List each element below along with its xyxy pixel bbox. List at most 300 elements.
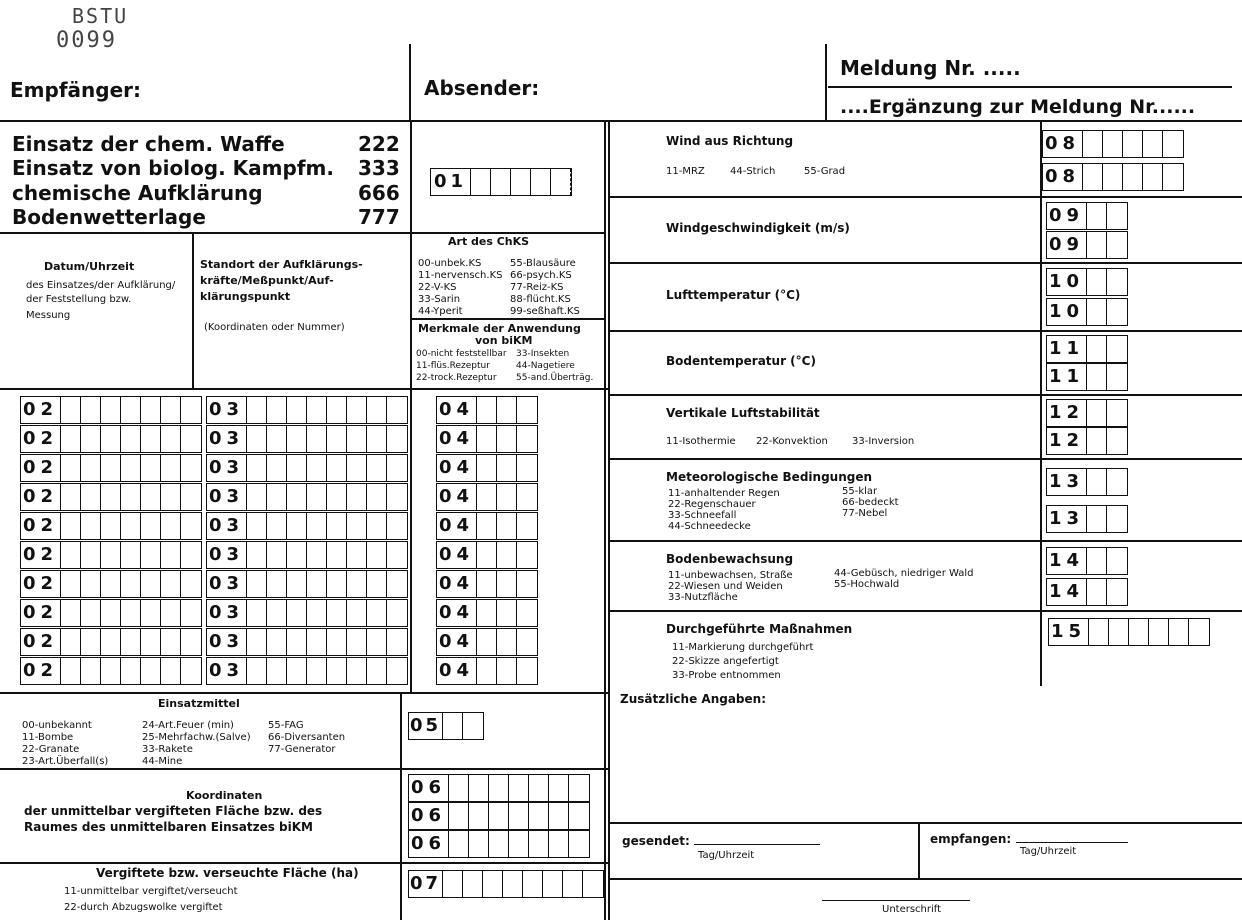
empty-cell[interactable] xyxy=(489,831,509,857)
empty-cell[interactable] xyxy=(141,513,161,539)
empty-cell[interactable] xyxy=(347,397,367,423)
datum-row-field[interactable] xyxy=(20,657,202,685)
empty-cell[interactable] xyxy=(81,658,101,684)
empty-cell[interactable] xyxy=(247,542,267,568)
weather-field[interactable] xyxy=(1042,163,1184,191)
empty-cell[interactable] xyxy=(1123,131,1143,157)
empty-cell[interactable] xyxy=(121,542,141,568)
empty-cell[interactable] xyxy=(267,513,287,539)
datum-row-field[interactable] xyxy=(20,599,202,627)
empty-cell[interactable] xyxy=(1083,164,1103,190)
empty-cell[interactable] xyxy=(449,803,469,829)
empty-cell[interactable] xyxy=(1107,428,1127,454)
empty-cell[interactable] xyxy=(367,484,387,510)
chks-row-field[interactable] xyxy=(436,599,538,627)
empty-cell[interactable] xyxy=(247,513,267,539)
empty-cell[interactable] xyxy=(489,803,509,829)
empty-cell[interactable] xyxy=(307,397,327,423)
empty-cell[interactable] xyxy=(1107,506,1127,532)
empty-cell[interactable] xyxy=(477,455,497,481)
empty-cell[interactable] xyxy=(267,600,287,626)
empty-cell[interactable] xyxy=(101,513,121,539)
empty-cell[interactable] xyxy=(287,629,307,655)
empty-cell[interactable] xyxy=(569,775,589,801)
empty-cell[interactable] xyxy=(1107,269,1127,295)
empty-cell[interactable] xyxy=(267,542,287,568)
chks-row-field[interactable] xyxy=(436,454,538,482)
chks-row-field[interactable] xyxy=(436,512,538,540)
empty-cell[interactable] xyxy=(307,600,327,626)
empty-cell[interactable] xyxy=(101,600,121,626)
empty-cell[interactable] xyxy=(569,803,589,829)
empty-cell[interactable] xyxy=(327,600,347,626)
empty-cell[interactable] xyxy=(61,629,81,655)
empty-cell[interactable] xyxy=(1087,364,1107,390)
empty-cell[interactable] xyxy=(101,397,121,423)
empty-cell[interactable] xyxy=(1087,269,1107,295)
empty-cell[interactable] xyxy=(477,658,497,684)
empty-cell[interactable] xyxy=(267,629,287,655)
empty-cell[interactable] xyxy=(347,426,367,452)
empty-cell[interactable] xyxy=(477,513,497,539)
empty-cell[interactable] xyxy=(161,629,181,655)
empty-cell[interactable] xyxy=(509,831,529,857)
empty-cell[interactable] xyxy=(61,513,81,539)
empty-cell[interactable] xyxy=(1087,299,1107,325)
empty-cell[interactable] xyxy=(307,484,327,510)
empty-cell[interactable] xyxy=(1107,579,1127,605)
empty-cell[interactable] xyxy=(181,484,201,510)
weather-field[interactable] xyxy=(1046,231,1128,259)
empty-cell[interactable] xyxy=(1143,131,1163,157)
empty-cell[interactable] xyxy=(307,629,327,655)
empty-cell[interactable] xyxy=(1107,336,1127,362)
empty-cell[interactable] xyxy=(141,426,161,452)
empty-cell[interactable] xyxy=(549,803,569,829)
empty-cell[interactable] xyxy=(121,571,141,597)
weather-field[interactable] xyxy=(1046,578,1128,606)
empty-cell[interactable] xyxy=(477,629,497,655)
empty-cell[interactable] xyxy=(327,426,347,452)
empty-cell[interactable] xyxy=(449,775,469,801)
empty-cell[interactable] xyxy=(327,629,347,655)
empty-cell[interactable] xyxy=(161,513,181,539)
empty-cell[interactable] xyxy=(347,513,367,539)
empty-cell[interactable] xyxy=(61,484,81,510)
empty-cell[interactable] xyxy=(61,455,81,481)
empty-cell[interactable] xyxy=(367,600,387,626)
empty-cell[interactable] xyxy=(529,803,549,829)
empty-cell[interactable] xyxy=(121,397,141,423)
bikm-option: 44-Nagetiere xyxy=(516,361,575,371)
empty-cell[interactable] xyxy=(327,542,347,568)
empty-cell[interactable] xyxy=(327,484,347,510)
empty-cell[interactable] xyxy=(387,571,407,597)
empty-cell[interactable] xyxy=(247,484,267,510)
empty-cell[interactable] xyxy=(1109,619,1129,645)
empty-cell[interactable] xyxy=(347,542,367,568)
empty-cell[interactable] xyxy=(517,484,537,510)
weather-field[interactable] xyxy=(1046,202,1128,230)
empty-cell[interactable] xyxy=(497,658,517,684)
empty-cell[interactable] xyxy=(549,831,569,857)
koordinaten-field[interactable] xyxy=(408,802,590,830)
empty-cell[interactable] xyxy=(497,600,517,626)
empty-cell[interactable] xyxy=(367,542,387,568)
weather-field[interactable] xyxy=(1042,130,1184,158)
empty-cell[interactable] xyxy=(287,455,307,481)
empty-cell[interactable] xyxy=(477,426,497,452)
standort-row-field[interactable] xyxy=(206,599,408,627)
empty-cell[interactable] xyxy=(477,542,497,568)
empty-cell[interactable] xyxy=(1089,619,1109,645)
empty-cell[interactable] xyxy=(121,629,141,655)
empty-cell[interactable] xyxy=(141,629,161,655)
weather-field[interactable] xyxy=(1046,505,1128,533)
empty-cell[interactable] xyxy=(367,455,387,481)
empty-cell[interactable] xyxy=(101,426,121,452)
empty-cell[interactable] xyxy=(181,571,201,597)
empty-cell[interactable] xyxy=(497,397,517,423)
empty-cell[interactable] xyxy=(517,513,537,539)
empty-cell[interactable] xyxy=(1087,469,1107,495)
empty-cell[interactable] xyxy=(469,831,489,857)
datum-row-field[interactable] xyxy=(20,454,202,482)
empty-cell[interactable] xyxy=(141,542,161,568)
datum-row-field[interactable] xyxy=(20,570,202,598)
chks-row-field[interactable] xyxy=(436,657,538,685)
empty-cell[interactable] xyxy=(477,600,497,626)
chks-row-field[interactable] xyxy=(436,541,538,569)
empty-cell[interactable] xyxy=(121,600,141,626)
empty-cell[interactable] xyxy=(347,600,367,626)
empty-cell[interactable] xyxy=(81,397,101,423)
empty-cell[interactable] xyxy=(1107,364,1127,390)
datum-row-field-value: 02 xyxy=(21,658,61,684)
empty-cell[interactable] xyxy=(61,397,81,423)
empty-cell[interactable] xyxy=(61,600,81,626)
empty-cell[interactable] xyxy=(1189,619,1209,645)
empty-cell[interactable] xyxy=(141,600,161,626)
weather-field[interactable] xyxy=(1046,268,1128,296)
empty-cell[interactable] xyxy=(307,542,327,568)
koordinaten-field[interactable] xyxy=(408,774,590,802)
empty-cell[interactable] xyxy=(327,455,347,481)
datum-row-field[interactable] xyxy=(20,628,202,656)
standort-row-field[interactable] xyxy=(206,396,408,424)
empty-cell[interactable] xyxy=(1107,299,1127,325)
empty-cell[interactable] xyxy=(1163,131,1183,157)
empty-cell[interactable] xyxy=(529,775,549,801)
empty-cell[interactable] xyxy=(497,542,517,568)
empty-cell[interactable] xyxy=(161,542,181,568)
empty-cell[interactable] xyxy=(141,397,161,423)
empty-cell[interactable] xyxy=(327,397,347,423)
empty-cell[interactable] xyxy=(1169,619,1189,645)
weather-field[interactable] xyxy=(1046,399,1128,427)
empty-cell[interactable] xyxy=(161,397,181,423)
code-07-field[interactable] xyxy=(408,870,604,898)
empty-cell[interactable] xyxy=(367,629,387,655)
empty-cell[interactable] xyxy=(181,455,201,481)
koordinaten-field[interactable] xyxy=(408,830,590,858)
empty-cell[interactable] xyxy=(287,426,307,452)
empty-cell[interactable] xyxy=(247,426,267,452)
empty-cell[interactable] xyxy=(517,455,537,481)
weather-field[interactable] xyxy=(1046,298,1128,326)
empty-cell[interactable] xyxy=(141,484,161,510)
empty-cell[interactable] xyxy=(517,426,537,452)
empty-cell[interactable] xyxy=(347,455,367,481)
standort-row-field[interactable] xyxy=(206,628,408,656)
empty-cell[interactable] xyxy=(1087,579,1107,605)
empty-cell[interactable] xyxy=(61,571,81,597)
empty-cell[interactable] xyxy=(267,658,287,684)
empty-cell[interactable] xyxy=(267,484,287,510)
empty-cell[interactable] xyxy=(347,484,367,510)
empty-cell[interactable] xyxy=(161,426,181,452)
empty-cell[interactable] xyxy=(121,455,141,481)
empty-cell[interactable] xyxy=(517,542,537,568)
empty-cell[interactable] xyxy=(1103,164,1123,190)
weather-field-value: 10 xyxy=(1047,299,1087,325)
empty-cell[interactable] xyxy=(161,484,181,510)
empty-cell[interactable] xyxy=(101,629,121,655)
empty-cell[interactable] xyxy=(1107,400,1127,426)
empty-cell[interactable] xyxy=(517,600,537,626)
empty-cell[interactable] xyxy=(1149,619,1169,645)
empty-cell[interactable] xyxy=(477,397,497,423)
empty-cell[interactable] xyxy=(141,455,161,481)
empty-cell[interactable] xyxy=(517,397,537,423)
empty-cell[interactable] xyxy=(81,455,101,481)
empty-cell[interactable] xyxy=(181,397,201,423)
empty-cell[interactable] xyxy=(367,571,387,597)
empty-cell[interactable] xyxy=(121,658,141,684)
empty-cell[interactable] xyxy=(247,658,267,684)
empty-cell[interactable] xyxy=(101,658,121,684)
standort-row-field[interactable] xyxy=(206,483,408,511)
chks-row-field[interactable] xyxy=(436,425,538,453)
standort-row-field[interactable] xyxy=(206,541,408,569)
empty-cell[interactable] xyxy=(61,426,81,452)
empty-cell[interactable] xyxy=(517,571,537,597)
weather-field[interactable] xyxy=(1046,363,1128,391)
standort-row-field[interactable] xyxy=(206,657,408,685)
empty-cell[interactable] xyxy=(347,629,367,655)
empty-cell[interactable] xyxy=(1129,619,1149,645)
empty-cell[interactable] xyxy=(181,629,201,655)
empty-cell[interactable] xyxy=(247,629,267,655)
empty-cell[interactable] xyxy=(247,600,267,626)
empty-cell[interactable] xyxy=(287,397,307,423)
chks-row-field[interactable] xyxy=(436,628,538,656)
weather-field[interactable] xyxy=(1046,468,1128,496)
chks-row-field[interactable] xyxy=(436,483,538,511)
datum-row-field[interactable] xyxy=(20,512,202,540)
empty-cell[interactable] xyxy=(307,513,327,539)
empty-cell[interactable] xyxy=(1083,131,1103,157)
empty-cell[interactable] xyxy=(1107,469,1127,495)
empty-cell[interactable] xyxy=(509,803,529,829)
empty-cell[interactable] xyxy=(387,629,407,655)
datum-row-field[interactable] xyxy=(20,483,202,511)
empty-cell[interactable] xyxy=(517,629,537,655)
received-line[interactable] xyxy=(1016,842,1128,843)
empty-cell[interactable] xyxy=(81,600,101,626)
empty-cell[interactable] xyxy=(181,600,201,626)
empty-cell[interactable] xyxy=(477,571,497,597)
empty-cell[interactable] xyxy=(121,513,141,539)
datum-row-field[interactable] xyxy=(20,425,202,453)
empty-cell[interactable] xyxy=(469,803,489,829)
empty-cell[interactable] xyxy=(367,426,387,452)
empty-cell[interactable] xyxy=(1087,428,1107,454)
empty-cell[interactable] xyxy=(181,542,201,568)
empty-cell[interactable] xyxy=(181,658,201,684)
empty-cell[interactable] xyxy=(81,484,101,510)
empty-cell[interactable] xyxy=(61,542,81,568)
empty-cell[interactable] xyxy=(497,629,517,655)
weather-field[interactable] xyxy=(1046,547,1128,575)
datum-row-field-value: 02 xyxy=(21,513,61,539)
empty-cell[interactable] xyxy=(247,571,267,597)
empty-cell[interactable] xyxy=(287,658,307,684)
empty-cell[interactable] xyxy=(497,513,517,539)
empty-cell[interactable] xyxy=(327,571,347,597)
empty-cell[interactable] xyxy=(247,397,267,423)
empty-cell[interactable] xyxy=(101,542,121,568)
empty-cell[interactable] xyxy=(529,831,549,857)
empty-cell[interactable] xyxy=(497,455,517,481)
empty-cell[interactable] xyxy=(327,513,347,539)
empty-cell[interactable] xyxy=(1143,164,1163,190)
empty-cell[interactable] xyxy=(327,658,347,684)
empty-cell[interactable] xyxy=(1103,131,1123,157)
empty-cell[interactable] xyxy=(307,658,327,684)
empty-cell[interactable] xyxy=(367,513,387,539)
empty-cell[interactable] xyxy=(569,831,589,857)
empty-cell[interactable] xyxy=(517,658,537,684)
weather-field[interactable] xyxy=(1048,618,1210,646)
empty-cell[interactable] xyxy=(1087,203,1107,229)
empty-cell[interactable] xyxy=(497,426,517,452)
empty-cell[interactable] xyxy=(267,455,287,481)
empty-cell[interactable] xyxy=(161,658,181,684)
empty-cell[interactable] xyxy=(81,513,101,539)
empty-cell[interactable] xyxy=(101,571,121,597)
empty-cell[interactable] xyxy=(549,775,569,801)
empty-cell[interactable] xyxy=(287,600,307,626)
empty-cell[interactable] xyxy=(387,426,407,452)
weather-field[interactable] xyxy=(1046,427,1128,455)
empty-cell[interactable] xyxy=(181,513,201,539)
empty-cell[interactable] xyxy=(1087,400,1107,426)
empty-cell[interactable] xyxy=(489,775,509,801)
standort-row-field[interactable] xyxy=(206,512,408,540)
empty-cell[interactable] xyxy=(287,513,307,539)
empty-cell[interactable] xyxy=(161,455,181,481)
empty-cell[interactable] xyxy=(1087,336,1107,362)
empty-cell[interactable] xyxy=(509,775,529,801)
empty-cell[interactable] xyxy=(1087,232,1107,258)
empty-cell[interactable] xyxy=(101,455,121,481)
empty-cell[interactable] xyxy=(477,484,497,510)
empty-cell[interactable] xyxy=(497,484,517,510)
empty-cell[interactable] xyxy=(141,571,161,597)
standort-row-field[interactable] xyxy=(206,425,408,453)
empty-cell[interactable] xyxy=(1107,548,1127,574)
empty-cell[interactable] xyxy=(347,658,367,684)
empty-cell[interactable] xyxy=(161,571,181,597)
chks-row-field[interactable] xyxy=(436,396,538,424)
empty-cell[interactable] xyxy=(449,831,469,857)
datum-row-field[interactable] xyxy=(20,396,202,424)
empty-cell[interactable] xyxy=(1087,506,1107,532)
datum-row-field[interactable] xyxy=(20,541,202,569)
empty-cell[interactable] xyxy=(469,775,489,801)
empty-cell[interactable] xyxy=(287,571,307,597)
empty-cell[interactable] xyxy=(1107,203,1127,229)
standort-row-field[interactable] xyxy=(206,454,408,482)
empty-cell[interactable] xyxy=(387,397,407,423)
empty-cell[interactable] xyxy=(1087,548,1107,574)
empty-cell[interactable] xyxy=(367,658,387,684)
empty-cell[interactable] xyxy=(387,513,407,539)
empty-cell[interactable] xyxy=(141,658,161,684)
empty-cell[interactable] xyxy=(1107,232,1127,258)
empty-cell[interactable] xyxy=(161,600,181,626)
empty-cell[interactable] xyxy=(287,542,307,568)
empty-cell[interactable] xyxy=(367,397,387,423)
empty-cell[interactable] xyxy=(287,484,307,510)
sent-line[interactable] xyxy=(694,844,820,845)
empty-cell[interactable] xyxy=(387,600,407,626)
empty-cell[interactable] xyxy=(267,571,287,597)
empty-cell[interactable] xyxy=(307,426,327,452)
empty-cell[interactable] xyxy=(387,455,407,481)
empty-cell[interactable] xyxy=(387,658,407,684)
empty-cell[interactable] xyxy=(267,397,287,423)
empty-cell[interactable] xyxy=(267,426,287,452)
empty-cell[interactable] xyxy=(121,426,141,452)
empty-cell[interactable] xyxy=(347,571,367,597)
weather-field[interactable] xyxy=(1046,335,1128,363)
empty-cell[interactable] xyxy=(387,542,407,568)
standort-row-field[interactable] xyxy=(206,570,408,598)
empty-cell[interactable] xyxy=(81,542,101,568)
empty-cell[interactable] xyxy=(497,571,517,597)
empty-cell[interactable] xyxy=(387,484,407,510)
einsatzmittel-option: 33-Rakete xyxy=(142,744,193,755)
signature-line[interactable] xyxy=(822,900,970,901)
empty-cell[interactable] xyxy=(307,571,327,597)
empty-cell[interactable] xyxy=(307,455,327,481)
empty-cell[interactable] xyxy=(181,426,201,452)
empty-cell[interactable] xyxy=(121,484,141,510)
empty-cell[interactable] xyxy=(61,658,81,684)
code-05-field[interactable] xyxy=(408,712,484,740)
empty-cell[interactable] xyxy=(101,484,121,510)
empty-cell[interactable] xyxy=(247,455,267,481)
empty-cell[interactable] xyxy=(81,629,101,655)
chks-row-field[interactable] xyxy=(436,570,538,598)
empty-cell[interactable] xyxy=(81,426,101,452)
empty-cell[interactable] xyxy=(1163,164,1183,190)
code-01-field[interactable] xyxy=(430,168,572,196)
empty-cell[interactable] xyxy=(81,571,101,597)
empty-cell[interactable] xyxy=(1123,164,1143,190)
